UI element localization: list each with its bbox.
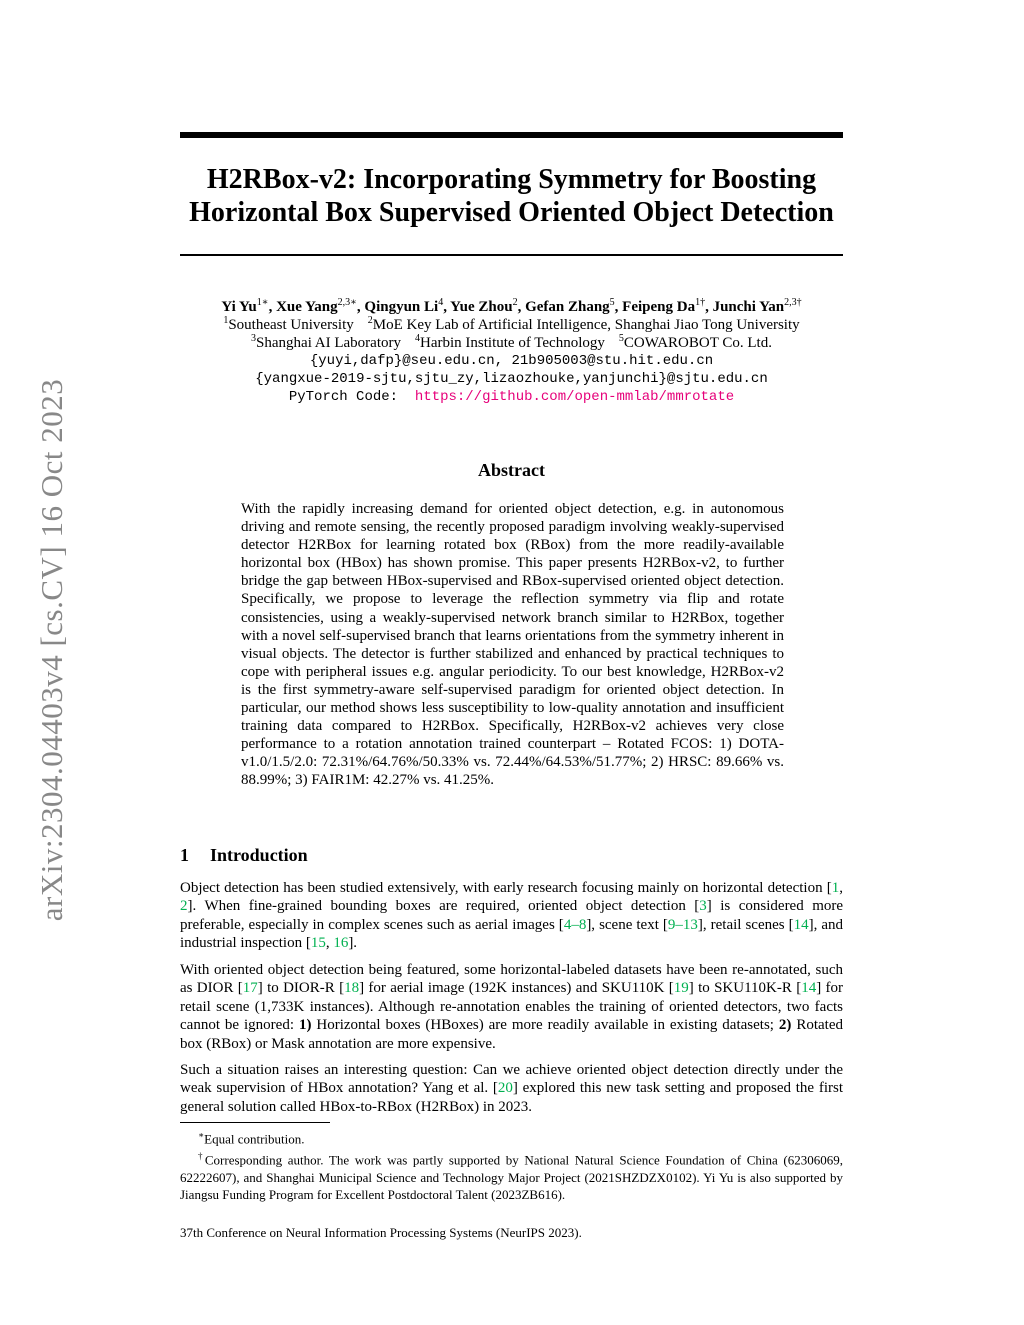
- text-run: ], retail scenes [: [697, 916, 794, 933]
- intro-paragraph-2: [180, 961, 843, 1053]
- abstract-heading: Abstract: [478, 460, 545, 480]
- author-block: [150, 298, 873, 406]
- citation-link[interactable]: 9–13: [667, 916, 698, 933]
- text-run: Such a situation raises an interesting question: Can we achieve oriented object detection directly under the weak supervision of HBox annotation? Yang et al. [: [180, 1062, 843, 1097]
- abstract-text: With the rapidly increasing demand for oriented object detection, e.g. in autonomous driving and remote sensing, the recently proposed paradigm involving weakly-supervised detector H2RBox for learning rotated box (RBox) from the more readily-available horizontal box (HBox) has shown promise. This paper presents H2RBox-v2, to further bridge the gap between HBox-supervised and RBox-supervised oriented object detection. Specifically, we propose to leverage the reflection symmetry via flip and rotate consistencies, using a weakly-supervised network branch similar to H2RBox, together with a novel self-supervised branch that learns orientations from the symmetry inherent in visual objects. The detector is further stabilized and enhanced by practical techniques to cope with peripheral issues e.g. angular periodicity. To our best knowledge, H2RBox-v2 is the first symmetry-aware self-supervised paradigm for oriented object detection. In particular, our method shows less susceptibility to low-quality annotation and insufficient training data compared to H2RBox. Specifically, H2RBox-v2 achieves very close performance to a rotation annotation trained counterpart – Rotated FCOS: 1) DOTA-v1.0/1.5/2.0: 72.31%/64.76%/50.33% vs. 72.44%/64.53%/51.77%; 2) HRSC: 89.66% vs. 88.99%; 3) FAIR1M: 42.27% vs. 41.25%.: [241, 501, 784, 789]
- citation-link[interactable]: 14: [801, 980, 817, 997]
- conference-note: 37th Conference on Neural Information Processing Systems (NeurIPS 2023).: [180, 1225, 582, 1240]
- citation-link[interactable]: 1: [831, 880, 840, 896]
- author-sup: 4: [438, 297, 444, 308]
- text-run: With oriented object detection being featured, some horizontal-labeled datasets have been re-annotated, such as DIOR [: [180, 962, 843, 997]
- author-name: Gefan Zhang: [525, 299, 610, 315]
- affiliation-line-1: [150, 316, 873, 334]
- affiliation: Southeast University: [228, 317, 354, 333]
- footnote-1: [180, 1127, 843, 1148]
- author-sup: 5: [609, 297, 615, 308]
- author-sup: 2,3†: [784, 297, 802, 308]
- author-name: Feipeng Da: [622, 299, 696, 315]
- affil-num: 3: [251, 333, 257, 344]
- citation-link[interactable]: 16: [333, 935, 349, 952]
- citation-link[interactable]: 14: [793, 916, 809, 933]
- section-number: 1: [180, 845, 189, 865]
- text-run: ,: [325, 935, 334, 952]
- text-run: Object detection has been studied extensively, with early research focusing mainly on horizontal detection [: [180, 880, 832, 896]
- bold-marker: 1): [298, 1017, 312, 1034]
- footnote-text: Equal contribution.: [204, 1131, 305, 1147]
- code-link[interactable]: https://github.com/open-mmlab/mmrotate: [414, 389, 735, 405]
- text-run: ].: [348, 935, 358, 952]
- citation-link[interactable]: 15: [310, 935, 326, 952]
- email-line-2: {yangxue-2019-sjtu,sjtu_zy,lizaozhouke,yanjunchi}@sjtu.edu.cn: [255, 371, 768, 387]
- author-list: Yi $Yu^{1∗}$, Xue Yang$^{2,3∗}$, Qingyun Li$^4$, Yue Zhou$^2$, Gefan Zhang$^5$, Feipeng $Da^{1\dagger}$, Junchi Yan$^{2,3\dagger}$: [221, 297, 802, 315]
- title-rule-top: [180, 132, 843, 138]
- bold-marker: 2): [778, 1017, 792, 1034]
- text-run: Horizontal boxes (HBoxes) are more readily available in existing datasets;: [311, 1017, 779, 1034]
- footnote-rule: [180, 1122, 330, 1123]
- affil-num: 2: [367, 315, 373, 326]
- author-name: Yue Zhou: [450, 299, 513, 315]
- title-rule-bottom: [180, 254, 843, 256]
- text-run: Rotated box (RBox) or Mask annotation are more expensive.: [180, 1017, 843, 1052]
- affil-num: 5: [618, 333, 624, 344]
- intro-paragraph-1: [180, 879, 843, 953]
- code-label: PyTorch Code:: [288, 389, 399, 405]
- section-heading: [180, 845, 308, 866]
- affiliation: MoE Key Lab of Artificial Intelligence, Shanghai Jiao Tong University: [372, 317, 800, 333]
- paper-title: [180, 163, 843, 229]
- author-sup: 1†: [695, 297, 706, 308]
- text-run: ], and industrial inspection [: [180, 916, 844, 952]
- citation-link[interactable]: 17: [242, 980, 258, 997]
- text-run: ], scene text [: [586, 916, 668, 933]
- author-sup: 2,3∗: [337, 297, 357, 308]
- author-name: Xue Yang: [276, 299, 338, 315]
- affiliation: Harbin Institute of Technology: [420, 335, 605, 351]
- footnote-2: [180, 1148, 843, 1204]
- text-run: ] explored this new task setting and proposed the first general solution called HBox-to-RBox (H2RBox) in 2023.: [180, 1080, 843, 1115]
- intro-paragraph-3: [180, 1061, 843, 1116]
- text-run: ,: [839, 880, 843, 896]
- citation-link[interactable]: 19: [673, 980, 689, 997]
- footnote-mark: ∗: [198, 1130, 205, 1140]
- footnote-text: Corresponding author. The work was partly supported by National Natural Science Foundation of China (62306069, 62222607), and Shanghai Municipal Science and Technology Major Project (2021SHZDZX0102). Yi Yu is also supported by Jiangsu Funding Program for Excellent Postdoctoral Talent (2023ZB616).: [180, 1152, 843, 1203]
- text-run: ] for retail scene (1,733K instances). Although re-annotation enables the training of oriented detectors, two facts cannot be ignored:: [180, 980, 843, 1034]
- text-run: ] to DIOR-R [: [257, 980, 345, 997]
- text-run: ] for aerial image (192K instances) and SKU110K [: [359, 980, 674, 997]
- citation-link[interactable]: 18: [344, 980, 360, 997]
- affiliation: COWAROBOT Co. Ltd.: [623, 335, 772, 351]
- citation-link[interactable]: 3: [699, 898, 707, 915]
- section-title: Introduction: [210, 845, 308, 865]
- author-sup: 2: [512, 297, 518, 308]
- citation-link[interactable]: 2: [180, 898, 188, 915]
- arxiv-stamp[interactable]: arXiv:2304.04403v4 [cs.CV] 16 Oct 2023: [34, 378, 69, 922]
- text-run: ] to SKU110K-R [: [688, 980, 802, 997]
- text-run: ]. When fine-grained bounding boxes are required, oriented object detection [: [187, 898, 700, 915]
- author-name: Qingyun Li: [364, 299, 439, 315]
- affil-num: 1: [223, 315, 229, 326]
- affiliation-line-2: [150, 334, 873, 352]
- footnotes: [180, 1127, 843, 1204]
- footnote-mark: †: [198, 1150, 205, 1161]
- code-line: [150, 388, 873, 406]
- title-line-2: Horizontal Box Supervised Oriented Object Detection: [189, 197, 834, 228]
- citation-link[interactable]: 20: [497, 1080, 513, 1097]
- text-run: ] is considered more preferable, especially in complex scenes such as aerial images [: [180, 898, 844, 933]
- email-line-1: {yuyi,dafp}@seu.edu.cn, 21b905003@stu.hit.edu.cn: [309, 353, 714, 369]
- author-name: Yi Yu: [221, 299, 257, 315]
- author-sup: 1∗: [256, 297, 269, 308]
- author-name: Junchi Yan: [712, 299, 785, 315]
- affil-num: 4: [415, 333, 420, 344]
- title-line-1: H2RBox-v2: Incorporating Symmetry for Boosting: [206, 164, 817, 195]
- affiliation: Shanghai AI Laboratory: [256, 335, 401, 351]
- citation-link[interactable]: 4–8: [563, 916, 587, 933]
